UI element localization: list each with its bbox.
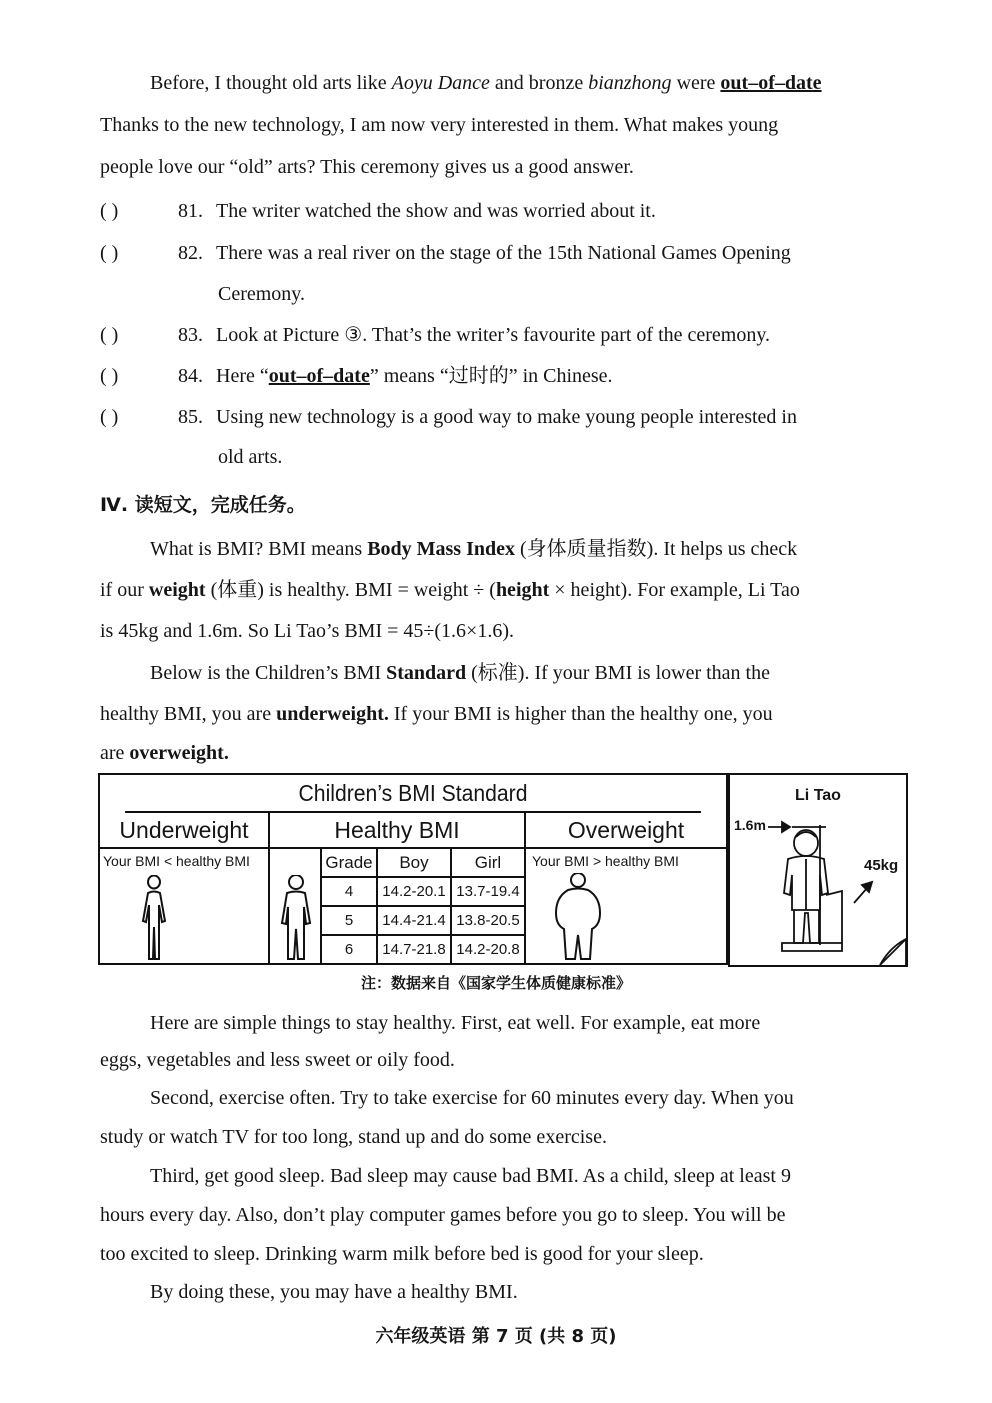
tips-line: too excited to sleep. Drinking warm milk before bed is good for your sleep. (100, 1243, 704, 1265)
text: (身体质量指数). It helps us check (515, 538, 798, 560)
text-italic: bianzhong (588, 72, 672, 94)
bmi-para-line (150, 536, 915, 562)
text: Before, I thought old arts like (150, 72, 392, 94)
grid-cell-grade: 6 (322, 936, 378, 963)
tips-line: study or watch TV for too long, stand up and do some exercise. (100, 1126, 607, 1148)
passage-line: people love our “old” arts? This ceremony gives us a good answer. (100, 156, 634, 178)
question-number: 83. (178, 324, 203, 346)
underweight-cell (100, 849, 270, 963)
bmi-para-line (100, 577, 915, 603)
text: if our (100, 579, 149, 601)
data-source-note: 注：数据来自《国家学生体质健康标准》 (360, 974, 631, 992)
bold-term: Body Mass Index (367, 538, 515, 560)
answer-blank[interactable]: ( ) (100, 365, 119, 387)
grid-header-girl: Girl (452, 849, 526, 878)
grid-cell-boy: 14.2-20.1 (378, 878, 452, 907)
header-underweight: Underweight (100, 813, 270, 849)
question-82-cont: Ceremony. (218, 283, 306, 305)
grid-cell-girl: 13.7-19.4 (452, 878, 526, 907)
tips-line: Second, exercise often. Try to take exercise for 60 minutes every day. When you (150, 1087, 794, 1109)
question-82 (100, 240, 915, 266)
grid-cell-grade: 4 (322, 878, 378, 907)
question-85 (100, 404, 915, 430)
question-text: Using new technology is a good way to make young people interested in (216, 406, 797, 428)
bold-term: overweight. (129, 742, 229, 764)
tips-line: Third, get good sleep. Bad sleep may cause bad BMI. As a child, sleep at least 9 (150, 1165, 791, 1187)
question-text: The writer watched the show and was worried about it. (216, 200, 656, 222)
bmi-standard-table (98, 773, 728, 965)
grid-cell-boy: 14.7-21.8 (378, 936, 452, 963)
bmi-para-line: is 45kg and 1.6m. So Li Tao’s BMI = 45÷(1.6×1.6). (100, 620, 514, 642)
li-tao-figure (728, 773, 908, 967)
text-italic: Aoyu Dance (391, 72, 490, 94)
text: healthy BMI, you are (100, 703, 277, 725)
header-overweight: Overweight (526, 813, 726, 849)
question-number: 84. (178, 365, 203, 387)
bold-term: height (495, 579, 550, 601)
bold-term: weight (148, 579, 206, 601)
question-number: 81. (178, 200, 203, 222)
healthy-person-cell (270, 849, 322, 963)
overweight-note: Your BMI > healthy BMI (532, 853, 679, 869)
answer-blank[interactable]: ( ) (100, 242, 119, 264)
grid-cell-boy: 14.4-21.4 (378, 907, 452, 936)
bold-term: underweight. (276, 703, 389, 725)
underlined-term: out–of–date (268, 365, 370, 387)
healthy-person-icon (276, 875, 316, 961)
question-text: ” means “过时的” in Chinese. (369, 365, 613, 387)
tips-line: Here are simple things to stay healthy. First, eat well. For example, eat more (150, 1012, 761, 1034)
question-text: Look at Picture ③. That’s the writer’s favourite part of the ceremony. (216, 324, 771, 346)
underweight-note: Your BMI < healthy BMI (103, 853, 250, 869)
height-label: 1.6m (734, 817, 766, 833)
underlined-term: out–of–date (720, 72, 822, 94)
overweight-cell (526, 849, 726, 963)
bold-term: Standard (386, 662, 467, 684)
header-healthy: Healthy BMI (270, 813, 526, 849)
text: What is BMI? BMI means (150, 538, 368, 560)
passage-line (150, 70, 915, 96)
grid-cell-girl: 14.2-20.8 (452, 936, 526, 963)
li-tao-name: Li Tao (795, 787, 841, 804)
weight-label: 45kg (864, 857, 899, 874)
standard-para-line (100, 740, 915, 766)
answer-blank[interactable]: ( ) (100, 406, 119, 428)
question-number: 82. (178, 242, 203, 264)
text: are (100, 742, 130, 764)
passage-line: Thanks to the new technology, I am now very interested in them. What makes young (100, 114, 779, 136)
tips-line: eggs, vegetables and less sweet or oily food. (100, 1049, 455, 1071)
section-heading: Ⅳ. 读短文，完成任务。 (100, 494, 306, 516)
question-83 (100, 322, 915, 348)
text: Below is the Children’s BMI (150, 662, 387, 684)
text: (体重) is healthy. BMI = weight ÷ ( (205, 579, 496, 601)
tips-line: hours every day. Also, don’t play computer games before you go to sleep. You will be (100, 1204, 786, 1226)
question-84 (100, 363, 915, 389)
text: × height). For example, Li Tao (549, 579, 800, 601)
table-title: Children’s BMI Standard (125, 775, 701, 813)
standard-para-line (100, 701, 915, 727)
text: and bronze (489, 72, 589, 94)
text: If your BMI is higher than the healthy one, you (388, 703, 773, 725)
tips-line: By doing these, you may have a healthy BMI. (150, 1281, 518, 1303)
child-on-scale-icon (730, 775, 906, 965)
heavy-person-icon (550, 873, 606, 961)
question-number: 85. (178, 406, 203, 428)
grid-cell-grade: 5 (322, 907, 378, 936)
question-text: Here “ (216, 365, 269, 387)
grid-header-grade: Grade (322, 849, 378, 878)
text: were (671, 72, 721, 94)
standard-para-line (150, 660, 915, 686)
question-81 (100, 198, 915, 224)
thin-person-icon (134, 875, 174, 961)
answer-blank[interactable]: ( ) (100, 324, 119, 346)
answer-blank[interactable]: ( ) (100, 200, 119, 222)
grid-header-boy: Boy (378, 849, 452, 878)
question-85-cont: old arts. (218, 446, 283, 468)
page-footer: 六年级英语 第 7 页 (共 8 页) (375, 1326, 617, 1347)
grid-cell-girl: 13.8-20.5 (452, 907, 526, 936)
text: (标准). If your BMI is lower than the (466, 662, 770, 684)
question-text: There was a real river on the stage of the 15th National Games Opening (216, 242, 791, 264)
